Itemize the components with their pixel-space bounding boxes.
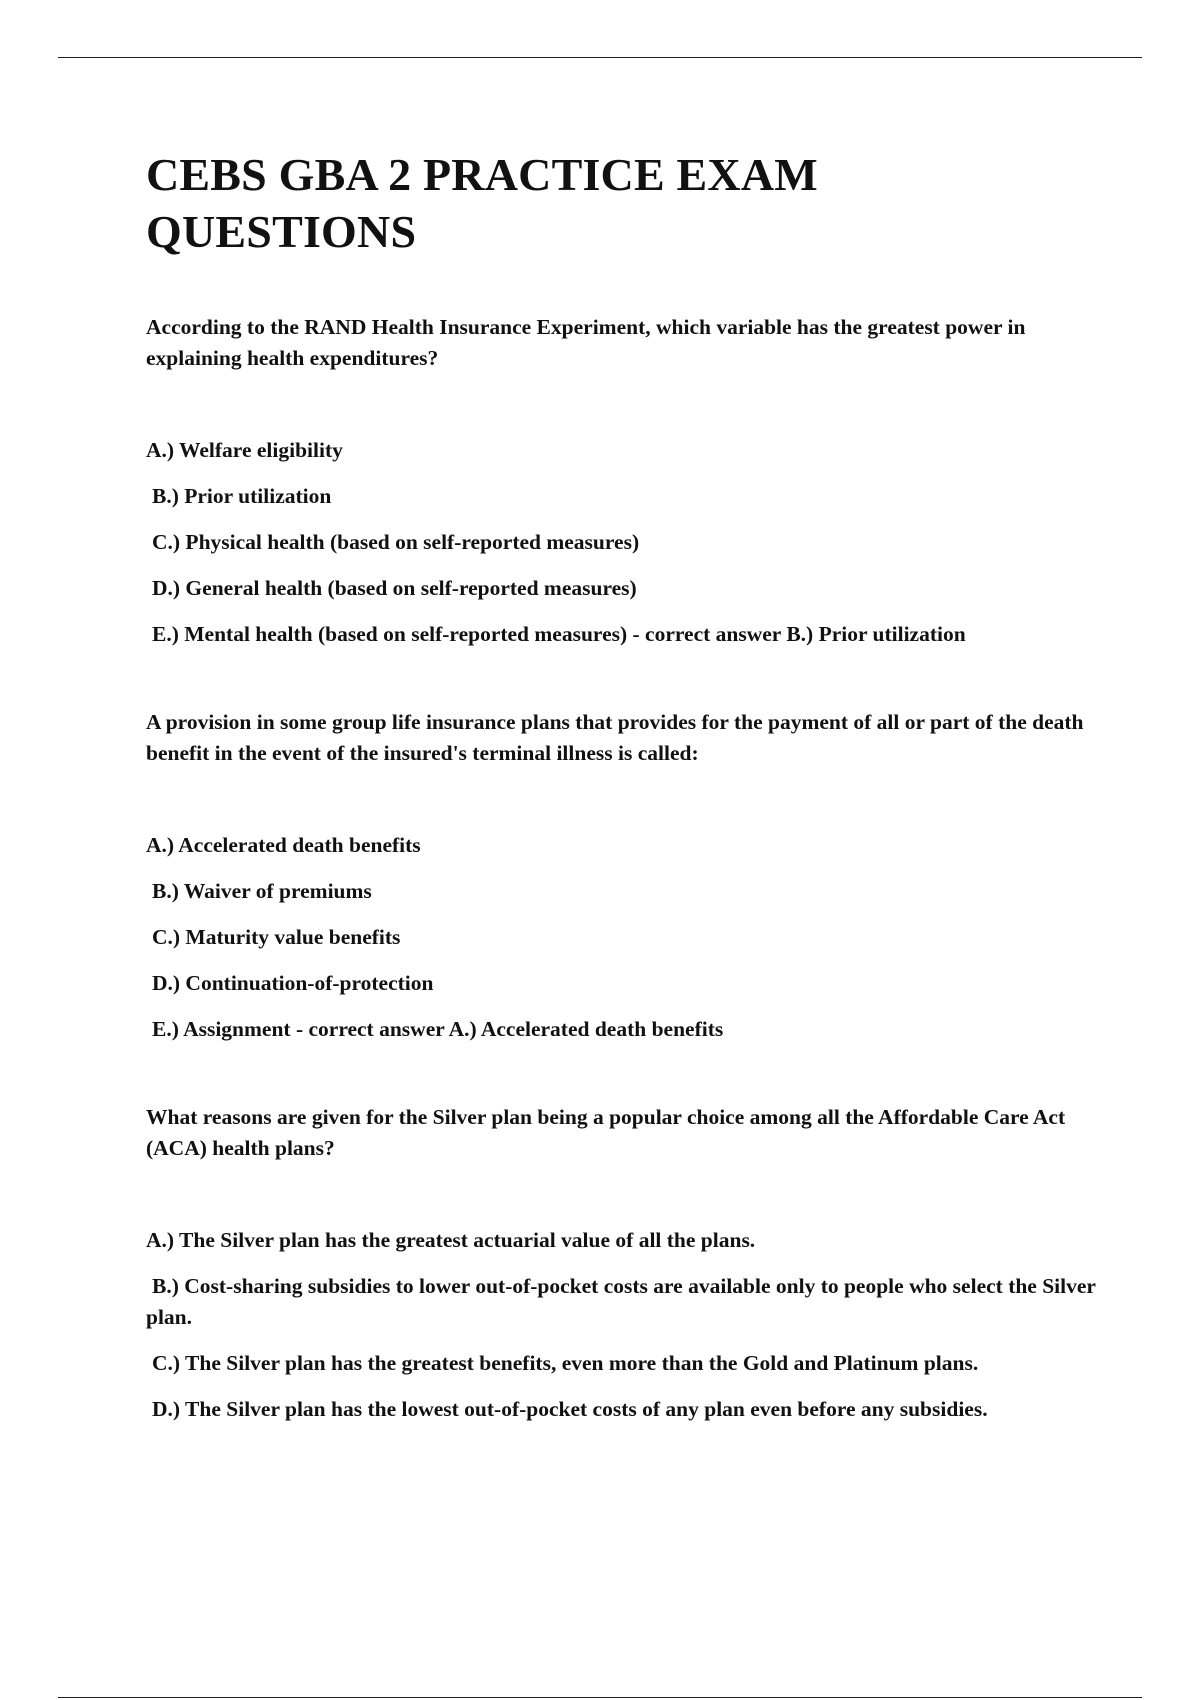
q1-option-a: A.) Welfare eligibility <box>146 438 343 462</box>
q1-option-c: C.) Physical health (based on self-reported measures) <box>152 530 640 554</box>
question-1-text: According to the RAND Health Insurance Experiment, which variable has the greatest power in explaining health expenditures? <box>146 315 1026 370</box>
q3-option-d: D.) The Silver plan has the lowest out-of-pocket costs of any plan even before any subsidies. <box>152 1397 988 1421</box>
q2-option-a: A.) Accelerated death benefits <box>146 833 421 857</box>
bottom-divider <box>58 1697 1142 1698</box>
question-2-options <box>146 830 1096 1045</box>
q3-option-c: C.) The Silver plan has the greatest benefits, even more than the Gold and Platinum plans. <box>152 1351 979 1375</box>
q1-option-d: D.) General health (based on self-reported measures) <box>152 576 637 600</box>
q2-option-d: D.) Continuation-of-protection <box>152 971 434 995</box>
top-divider <box>58 57 1142 58</box>
question-3-text: What reasons are given for the Silver plan being a popular choice among all the Affordable Care Act (ACA) health plans? <box>146 1105 1066 1160</box>
q1-option-e: E.) Mental health (based on self-reported measures) - correct answer B.) Prior utilization <box>152 622 966 646</box>
question-3-options <box>146 1225 1096 1425</box>
q2-option-e: E.) Assignment - correct answer A.) Accelerated death benefits <box>152 1017 724 1041</box>
q2-option-b: B.) Waiver of premiums <box>152 879 372 903</box>
q3-option-a: A.) The Silver plan has the greatest actuarial value of all the plans. <box>146 1228 756 1252</box>
q1-option-b: B.) Prior utilization <box>152 484 332 508</box>
q3-option-b: B.) Cost-sharing subsidies to lower out-of-pocket costs are available only to people who select the Silver plan. <box>146 1274 1096 1329</box>
question-1-options <box>146 435 1096 650</box>
document-body <box>146 146 1096 1440</box>
question-2-text: A provision in some group life insurance plans that provides for the payment of all or part of the death benefit in the event of the insured's terminal illness is called: <box>146 710 1084 765</box>
document-title: CEBS GBA 2 PRACTICE EXAM QUESTIONS <box>146 149 818 257</box>
q2-option-c: C.) Maturity value benefits <box>152 925 401 949</box>
